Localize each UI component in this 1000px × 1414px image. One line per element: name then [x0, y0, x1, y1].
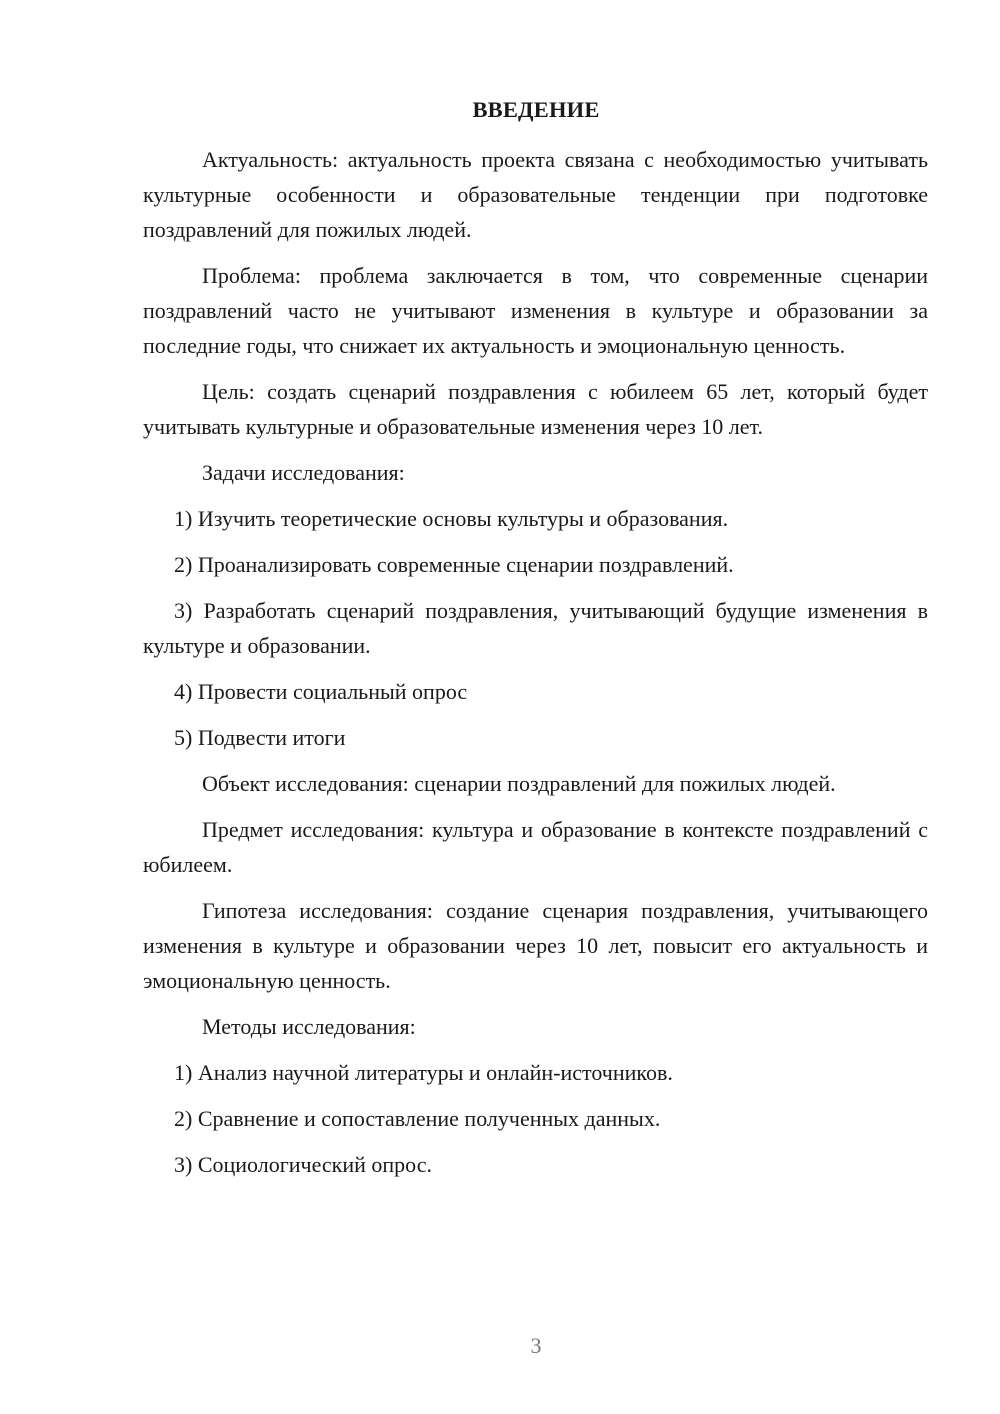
- document-body: [143, 142, 928, 1193]
- method-item: 2) Сравнение и сопоставление полученных данных.: [174, 1106, 661, 1131]
- task-item: 4) Провести социальный опрос: [174, 679, 468, 704]
- method-item: 1) Анализ научной литературы и онлайн-источников.: [174, 1060, 673, 1085]
- paragraph-object: Объект исследования: сценарии поздравлений для пожилых людей.: [202, 771, 836, 796]
- paragraph-hypothesis: Гипотеза исследования: создание сценария поздравления, учитывающего изменения в культуре и образовании через 10 лет, повысит его актуальность и эмоциональную ценность.: [143, 898, 928, 993]
- page-number: 3: [530, 1333, 542, 1358]
- task-item: 2) Проанализировать современные сценарии поздравлений.: [174, 552, 734, 577]
- page-title: ВВЕДЕНИЕ: [472, 97, 600, 122]
- paragraph-tasks-heading: Задачи исследования:: [202, 460, 405, 485]
- paragraph-methods-heading: Методы исследования:: [202, 1014, 416, 1039]
- task-item: 3) Разработать сценарий поздравления, учитывающий будущие изменения в культуре и образовании.: [143, 598, 928, 658]
- method-item: 3) Социологический опрос.: [174, 1152, 432, 1177]
- task-item: 5) Подвести итоги: [174, 725, 346, 750]
- paragraph-subject: Предмет исследования: культура и образование в контексте поздравлений с юбилеем.: [143, 817, 928, 877]
- task-item: 1) Изучить теоретические основы культуры и образования.: [174, 506, 729, 531]
- paragraph-relevance: Актуальность: актуальность проекта связана с необходимостью учитывать культурные особенности и образовательные тенденции при подготовке поздравлений для пожилых людей.: [143, 147, 928, 242]
- paragraph-goal: Цель: создать сценарий поздравления с юбилеем 65 лет, который будет учитывать культурные и образовательные изменения через 10 лет.: [143, 379, 928, 439]
- paragraph-problem: Проблема: проблема заключается в том, что современные сценарии поздравлений часто не учитывают изменения в культуре и образовании за последние годы, что снижает их актуальность и эмоциональную ценность.: [143, 263, 928, 358]
